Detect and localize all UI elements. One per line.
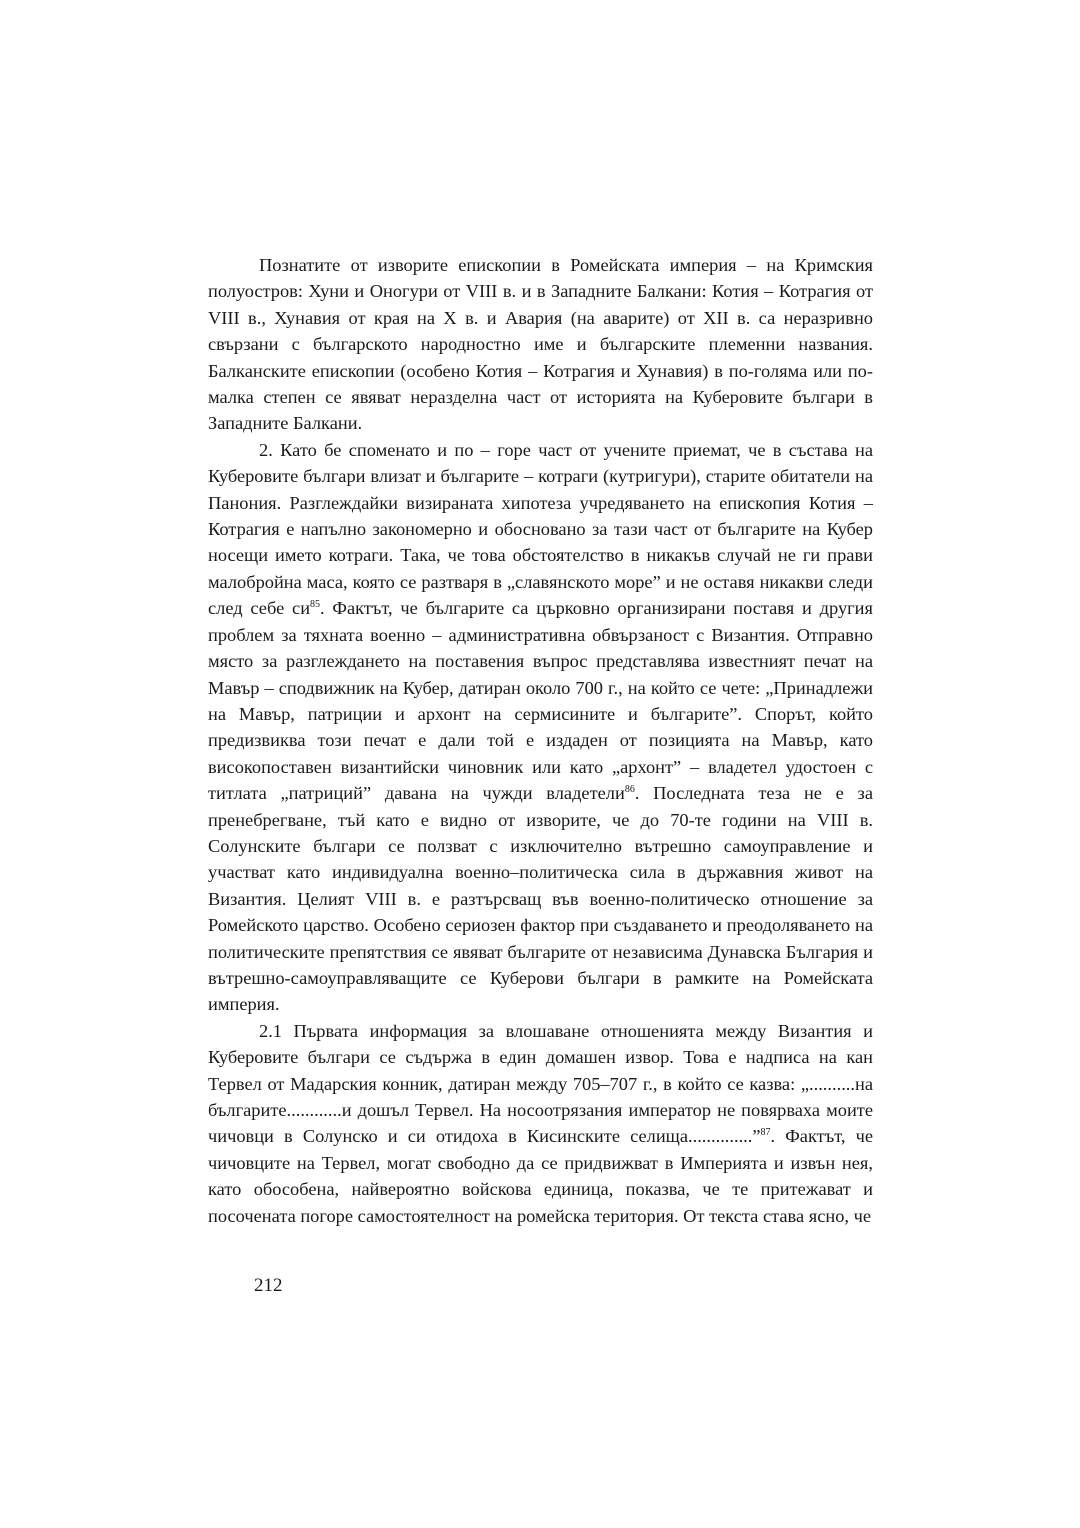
paragraph-text: 2. Като бе споменато и по – горе част от учените приемат, че в състава на Куберовите българи влизат и българите – котраги (кутригури), старите обитатели на Панония. Разглеждайки визираната хипотеза учредяването на епископия Котия – Котрагия е напълно закономерно и обосновано за тази част от българите на Кубер носещи името котраги. Така, че това обстоятелство в никакъв случай не ги прави малобройна маса, която се разтваря в „славянското море” и не оставя никакви следи след себе си bbox=[208, 439, 873, 619]
footnote-ref: 85 bbox=[310, 599, 321, 611]
page-body bbox=[208, 252, 873, 1229]
footnote-ref: 87 bbox=[760, 1127, 771, 1139]
paragraph bbox=[208, 252, 873, 437]
paragraph bbox=[208, 1018, 873, 1229]
paragraph bbox=[208, 437, 873, 1018]
paragraph-text: . Фактът, че чичовците на Тервел, могат свободно да се придвижват в Империята и извън нея, като обособена, найвероятно войскова единица, показва, че те притежават и посочената погоре самостоятелност на ромейска територия. От текста става ясно, че bbox=[208, 1126, 874, 1226]
paragraph-text: . Последната теза не е за пренебрегване, тъй като е видно от изворите, че до 70-те години на VIII в. Солунските българи се ползват с изключително вътрешно самоуправление и участват като индивидуална военно–политическа сила в държавния живот на Византия. Целият VIII в. е разтърсващ във военно-политическо отношение за Ромейското царство. Особено сериозен фактор при създаването и преодоляването на политическите препятствия се явяват българите от независима Дунавска България и вътрешно-самоуправляващите се Куберови българи в рамките на Ромейската империя. bbox=[208, 783, 873, 1015]
footnote-ref: 86 bbox=[624, 784, 635, 796]
paragraph-text: . Фактът, че българите са църковно организирани поставя и другия проблем за тяхната военно – административна обвързаност с Византия. Отправно място за разглеждането на поставения въпрос представлява известният печат на Мавър – сподвижник на Кубер, датиран около 700 г., на който се чете: „Принадлежи на Мавър, патриции и архонт на сермисините и българите”. Спорът, който предизвиква този печат е дали той е издаден от позицията на Мавър, като високопоставен византийски чиновник или като „архонт” – владетел удостоен с титлата „патриций” давана на чужди владетели bbox=[208, 598, 873, 804]
paragraph-text: Познатите от изворите епископии в Ромейската империя – на Кримския полуостров: Хуни и Оногури от VIII в. и в Западните Балкани: Котия – Котрагия от VIII в., Хунавия от края на X в. и Авария (на аварите) от XII в. са неразривно свързани с българското народностно име и българските племенни названия. Балканските епископии (особено Котия – Котрагия и Хунавия) в по-голяма или по-малка степен се явяват неразделна част от историята на Куберовите българи в Западните Балкани. bbox=[208, 255, 873, 434]
paragraph-text: 2.1 Първата информация за влошаване отношенията между Византия и Куберовите българи се съдържа в един домашен извор. Това е надписа на кан Тервел от Мадарския конник, датиран между 705–707 г., в който се казва: „..........на българите............и дошъл Тервел. На носоотрязания император не повярваха моите чичовци в Солунско и си отидоха в Кисинските селища..............” bbox=[208, 1020, 873, 1147]
page-number: 212 bbox=[254, 1275, 283, 1296]
